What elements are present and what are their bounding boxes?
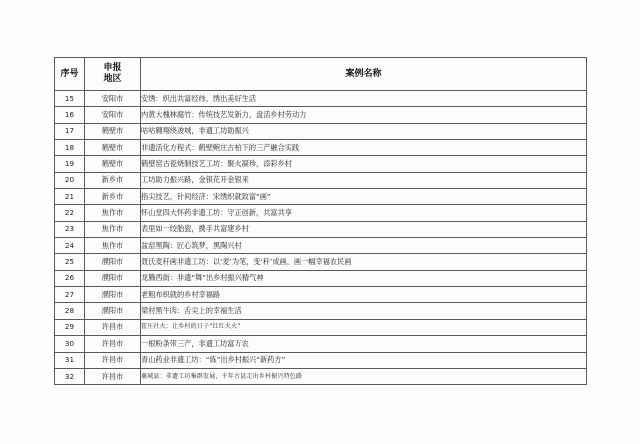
header-seq: 序号: [55, 58, 85, 91]
table-row: [55, 91, 587, 107]
table-row: [55, 368, 587, 384]
table-row: [55, 270, 587, 286]
table-row: [55, 238, 587, 254]
row-seq: 17: [55, 123, 85, 139]
table-row: [55, 156, 587, 172]
row-seq: 26: [55, 270, 85, 286]
table-row: [55, 254, 587, 270]
row-case-name: 盆窑黑陶：匠心筑梦，黑陶兴村: [141, 238, 587, 254]
case-table: [54, 57, 587, 385]
row-case-name: 龙腾西街：非遗“舞”出乡村振兴精气神: [141, 270, 587, 286]
row-region: 濮阳市: [85, 287, 141, 303]
header-name: 案例名称: [141, 58, 587, 91]
row-case-name: 鹤壁窑古瓷烧制技艺工坊：聚火凝珍，添彩乡村: [141, 156, 587, 172]
row-case-name: 内黄大槐林腐竹：传统技艺发新力，盘活乡村劳动力: [141, 107, 587, 123]
row-seq: 23: [55, 221, 85, 237]
row-region: 濮阳市: [85, 303, 141, 319]
table-row: [55, 352, 587, 368]
table-row: [55, 319, 587, 335]
row-case-name: 一根粉条带三产，非遗工坊富万农: [141, 336, 587, 352]
row-case-name: 表里如一绞胎瓷，携手共富建乡村: [141, 221, 587, 237]
table-row: [55, 172, 587, 188]
row-seq: 18: [55, 140, 85, 156]
table-row: [55, 303, 587, 319]
row-region: 许昌市: [85, 368, 141, 384]
table-row: [55, 205, 587, 221]
row-seq: 21: [55, 189, 85, 205]
table-row: [55, 107, 587, 123]
table-row: [55, 140, 587, 156]
row-case-name: 怀山堂四大怀药非遗工坊：守正创新，共富共享: [141, 205, 587, 221]
row-case-name: 老粗布织就的乡村幸福路: [141, 287, 587, 303]
table-header-row: [55, 58, 587, 91]
row-seq: 31: [55, 352, 85, 368]
row-seq: 16: [55, 107, 85, 123]
row-case-name: 工坊助力振兴路，金银花开金银来: [141, 172, 587, 188]
row-region: 焦作市: [85, 221, 141, 237]
row-region: 鹤壁市: [85, 123, 141, 139]
row-seq: 15: [55, 91, 85, 107]
row-region: 许昌市: [85, 319, 141, 335]
row-case-name: 霍庄社火：让乡村的日子“红红火火”: [141, 319, 587, 335]
row-region: 鹤壁市: [85, 140, 141, 156]
row-seq: 29: [55, 319, 85, 335]
row-seq: 24: [55, 238, 85, 254]
row-case-name: 非遗活化方程式：鹤壁鲍庄古柏下的三产融合实践: [141, 140, 587, 156]
row-case-name: 梁村黑牛肉：舌尖上的幸福生活: [141, 303, 587, 319]
table-row: [55, 221, 587, 237]
header-region-text: 申报 地区: [103, 63, 122, 84]
row-case-name: 安绣：织出共富经纬，绣出美好生活: [141, 91, 587, 107]
row-seq: 25: [55, 254, 85, 270]
row-seq: 28: [55, 303, 85, 319]
row-region: 安阳市: [85, 91, 141, 107]
table-row: [55, 189, 587, 205]
row-region: 焦作市: [85, 238, 141, 254]
row-region: 鹤壁市: [85, 156, 141, 172]
row-region: 安阳市: [85, 107, 141, 123]
row-region: 焦作市: [85, 205, 141, 221]
row-seq: 19: [55, 156, 85, 172]
table-row: [55, 287, 587, 303]
row-case-name: 指尖技艺，针间经济：宋绣织就致富“画”: [141, 189, 587, 205]
row-case-name: 青山药业非遗工坊：“炼”出乡村振兴“新药方”: [141, 352, 587, 368]
row-seq: 32: [55, 368, 85, 384]
row-region: 濮阳市: [85, 254, 141, 270]
row-region: 新乡市: [85, 189, 141, 205]
row-seq: 27: [55, 287, 85, 303]
row-case-name: 襄城县：非遗工坊集群发展，千年古县走出乡村振兴特色路: [141, 368, 587, 384]
table-body: [55, 91, 587, 385]
table-row: [55, 336, 587, 352]
row-seq: 22: [55, 205, 85, 221]
row-case-name: 聂氏麦秆画非遗工坊：以‘麦’为笔，变‘秆’成画，画一幅幸福农民画: [141, 254, 587, 270]
row-region: 许昌市: [85, 336, 141, 352]
header-region: [85, 58, 141, 91]
row-region: 许昌市: [85, 352, 141, 368]
row-seq: 30: [55, 336, 85, 352]
row-region: 新乡市: [85, 172, 141, 188]
row-case-name: 咕咕翱翔绕浚城，非遗工坊助振兴: [141, 123, 587, 139]
row-seq: 20: [55, 172, 85, 188]
row-region: 濮阳市: [85, 270, 141, 286]
table-row: [55, 123, 587, 139]
